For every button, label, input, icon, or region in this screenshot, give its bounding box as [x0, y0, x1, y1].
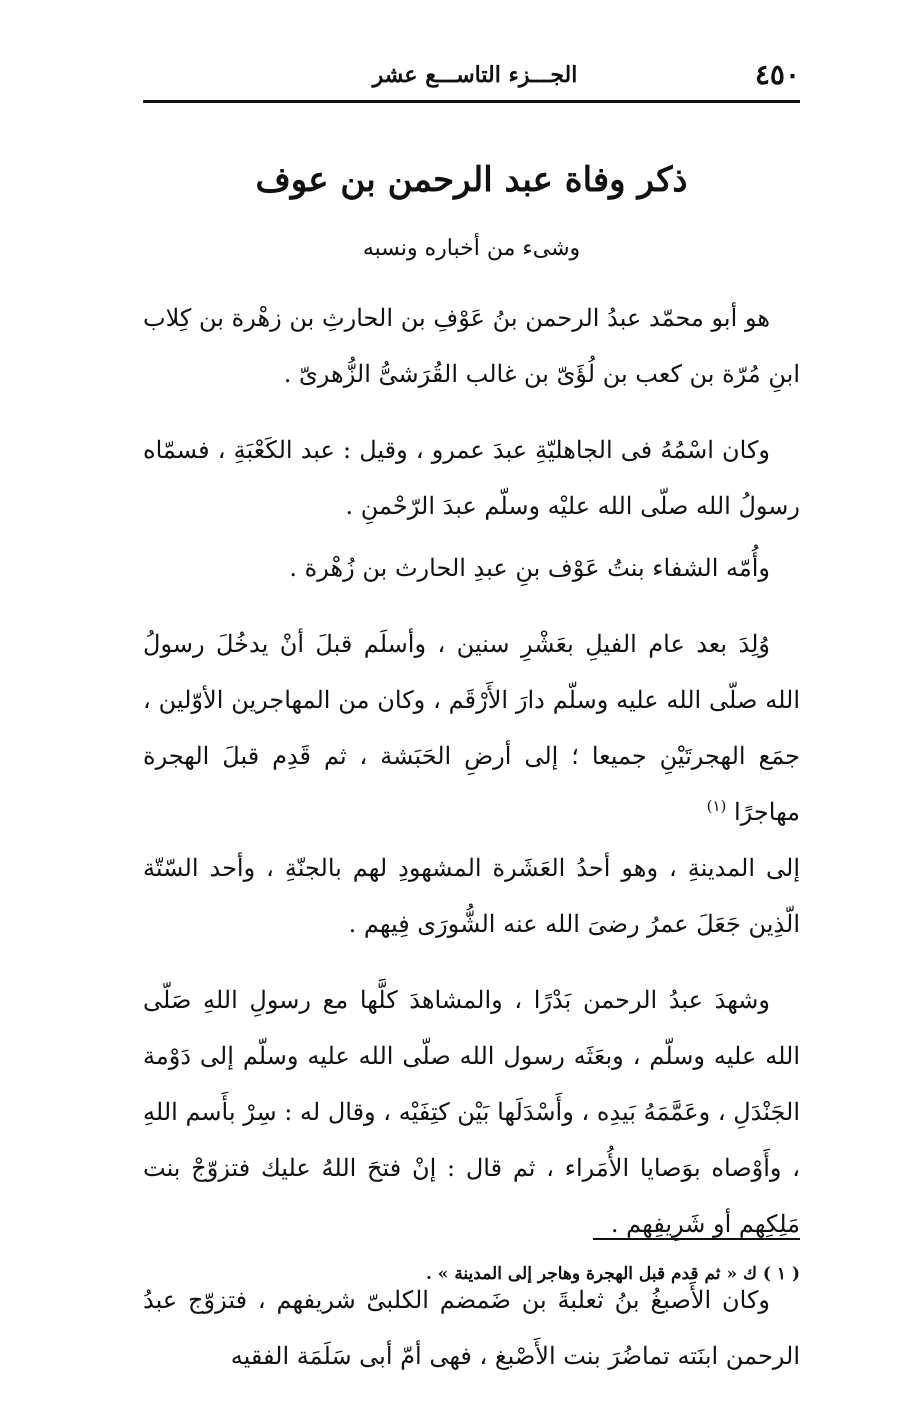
chapter-title: ذكر وفاة عبد الرحمن بن عوف [255, 160, 688, 200]
paragraph-badr: وشهدَ عبدُ الرحمن بَدْرًا ، والمشاهدَ كلَّها مع رسولِ اللهِ صَلّى الله عليه وسلّم ، وبعَثَه رسول الله صلّى الله عليه وسلّم إلى دَوْمة الجَنْدَلِ ، وعَمَّمَهُ بَيدِه ، وأَسْدَلَها بَيْن كتِفَيْه ، وقال له : سِرْ بأَسم اللهِ ، وأَوْصاه بوَصايا الأُمَراء ، ثم قال : إنْ فتحَ اللهُ عليك فتزوّجْ بنت مَلِكِهم أو شَرِيفِهم . [143, 986, 800, 1238]
running-head [150, 58, 800, 94]
paragraph-name: وكان اسْمُهُ فى الجاهليّةِ عبدَ عمرو ، وقيل : عبد الكَعْبَةِ ، فسمّاه رسولُ الله صلّى الله عليْه وسلّم عبدَ الرّحْمنِ . [143, 436, 800, 520]
paragraph-lineage: هو أبو محمّد عبدُ الرحمن بنُ عَوْفِ بن الحارثِ بن زهْرة بن كِلاب ابنِ مُرّة بن كعب بن لُؤَىّ بن غالب القُرَشىُّ الزُّهرىّ . [143, 304, 800, 388]
page-number: ٤٥٠ [754, 58, 800, 91]
paragraph-mother: وأُمّه الشفاء بنتُ عَوْف بنِ عبدِ الحارث بن زُهْرة . [289, 554, 770, 582]
footnote-marker: (١) [706, 797, 727, 815]
paragraph-birth-text: وُلِدَ بعد عام الفيلِ بعَشْرِ سنين ، وأسلَم قبلَ أنْ يدخُلَ رسولُ الله صلّى الله عليه وسلّم دارَ الأَرْقَم ، وكان من المهاجرين الأوّلين ، جمَع الهجرتَيْنِ جميعا ؛ إلى أرضِ الحَبَشة ، ثم قَدِم قبلَ الهجرة مهاجرًا [143, 630, 800, 826]
paragraph-birth [143, 616, 800, 840]
body-text [143, 290, 800, 1404]
running-title: الجـــزء التاســـع عشر [372, 62, 578, 88]
footnote-rule [593, 1238, 800, 1240]
paragraph-asbagh: وكان الأَصبغُ بنُ ثعلبةَ بن ضَمضم الكلبىّ شريفهم ، فتزوّج عبدُ الرحمن ابنَته تماضُرَ بنت الأَصْبغ ، فهى أمّ أبى سَلَمَة الفقيه [143, 1286, 800, 1370]
header-rule [143, 100, 800, 103]
chapter-subtitle: وشىء من أخباره ونسبه [362, 236, 581, 261]
paragraph-birth-cont: إلى المدينةِ ، وهو أحدُ العَشَرة المشهودِ لهم بالجنّةِ ، وأحد السّتّة الّذِين جَعَلَ عمرُ رضىَ الله عنه الشُّورَى فِيهم . [143, 854, 800, 938]
footnote: ( ١ ) ك « ثم قدم قبل الهجرة وهاجر إلى المدينة » . [425, 1264, 800, 1284]
